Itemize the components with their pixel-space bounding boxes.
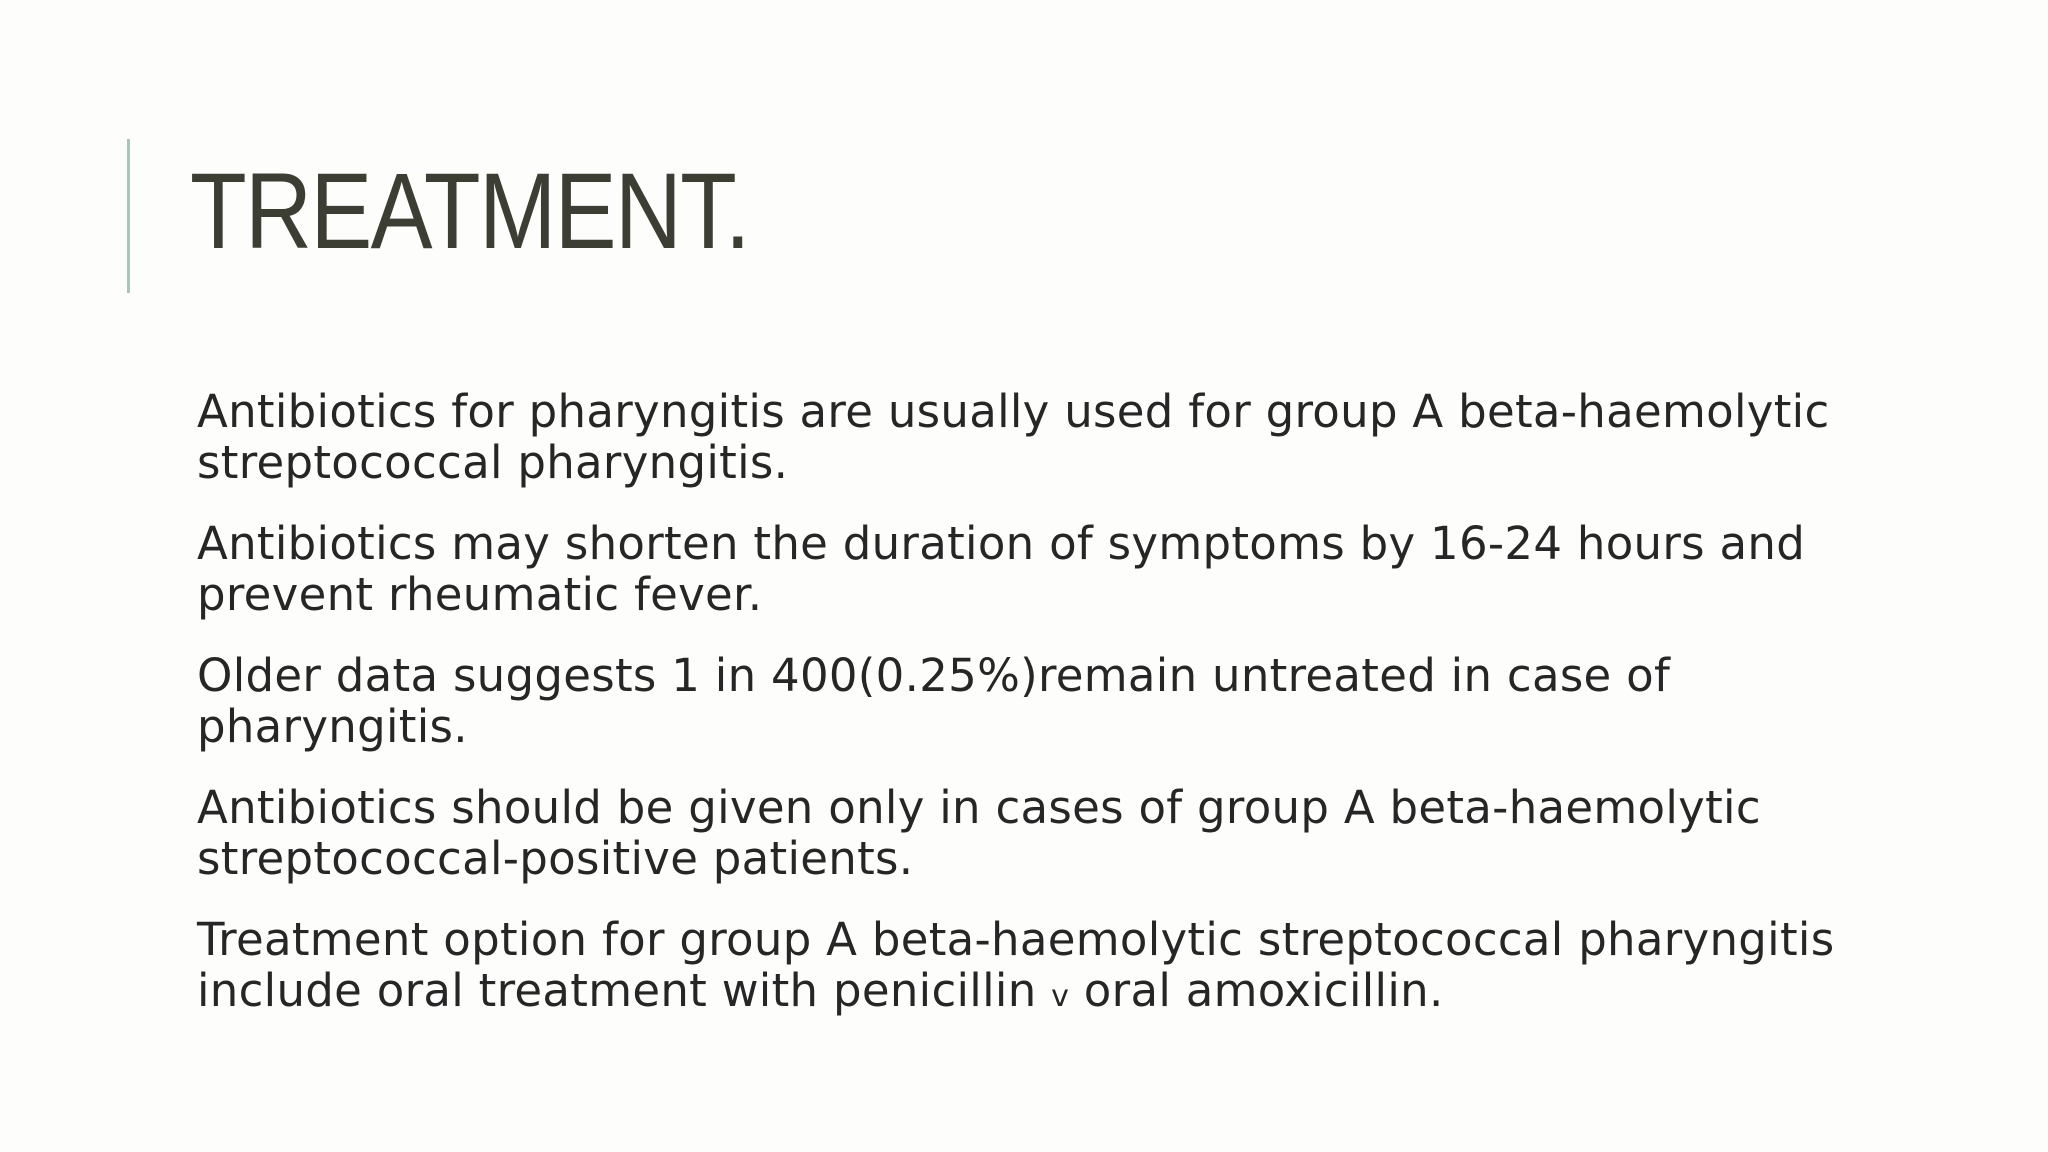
title-accent-bar [127, 139, 130, 293]
bullet-text-after: oral amoxicillin. [1069, 964, 1444, 1017]
bullet-text-before: Treatment option for group A beta-haemolytic streptococcal pharyngitis include oral treatment with penicillin [197, 913, 1835, 1017]
slide-title: TREATMENT. [190, 150, 749, 271]
bullet-item [197, 914, 1837, 1022]
bullet-list [197, 386, 1837, 1022]
bullet-small-letter: v [1051, 979, 1070, 1014]
bullet-item: Older data suggests 1 in 400(0.25%)remain untreated in case of pharyngitis. [197, 649, 1671, 753]
bullet-item: Antibiotics should be given only in cases of group A beta-haemolytic streptococcal-positive patients. [197, 781, 1761, 885]
bullet-item: Antibiotics may shorten the duration of symptoms by 16-24 hours and prevent rheumatic fever. [197, 517, 1806, 621]
bullet-item: Antibiotics for pharyngitis are usually used for group A beta-haemolytic streptococcal pharyngitis. [197, 385, 1830, 489]
